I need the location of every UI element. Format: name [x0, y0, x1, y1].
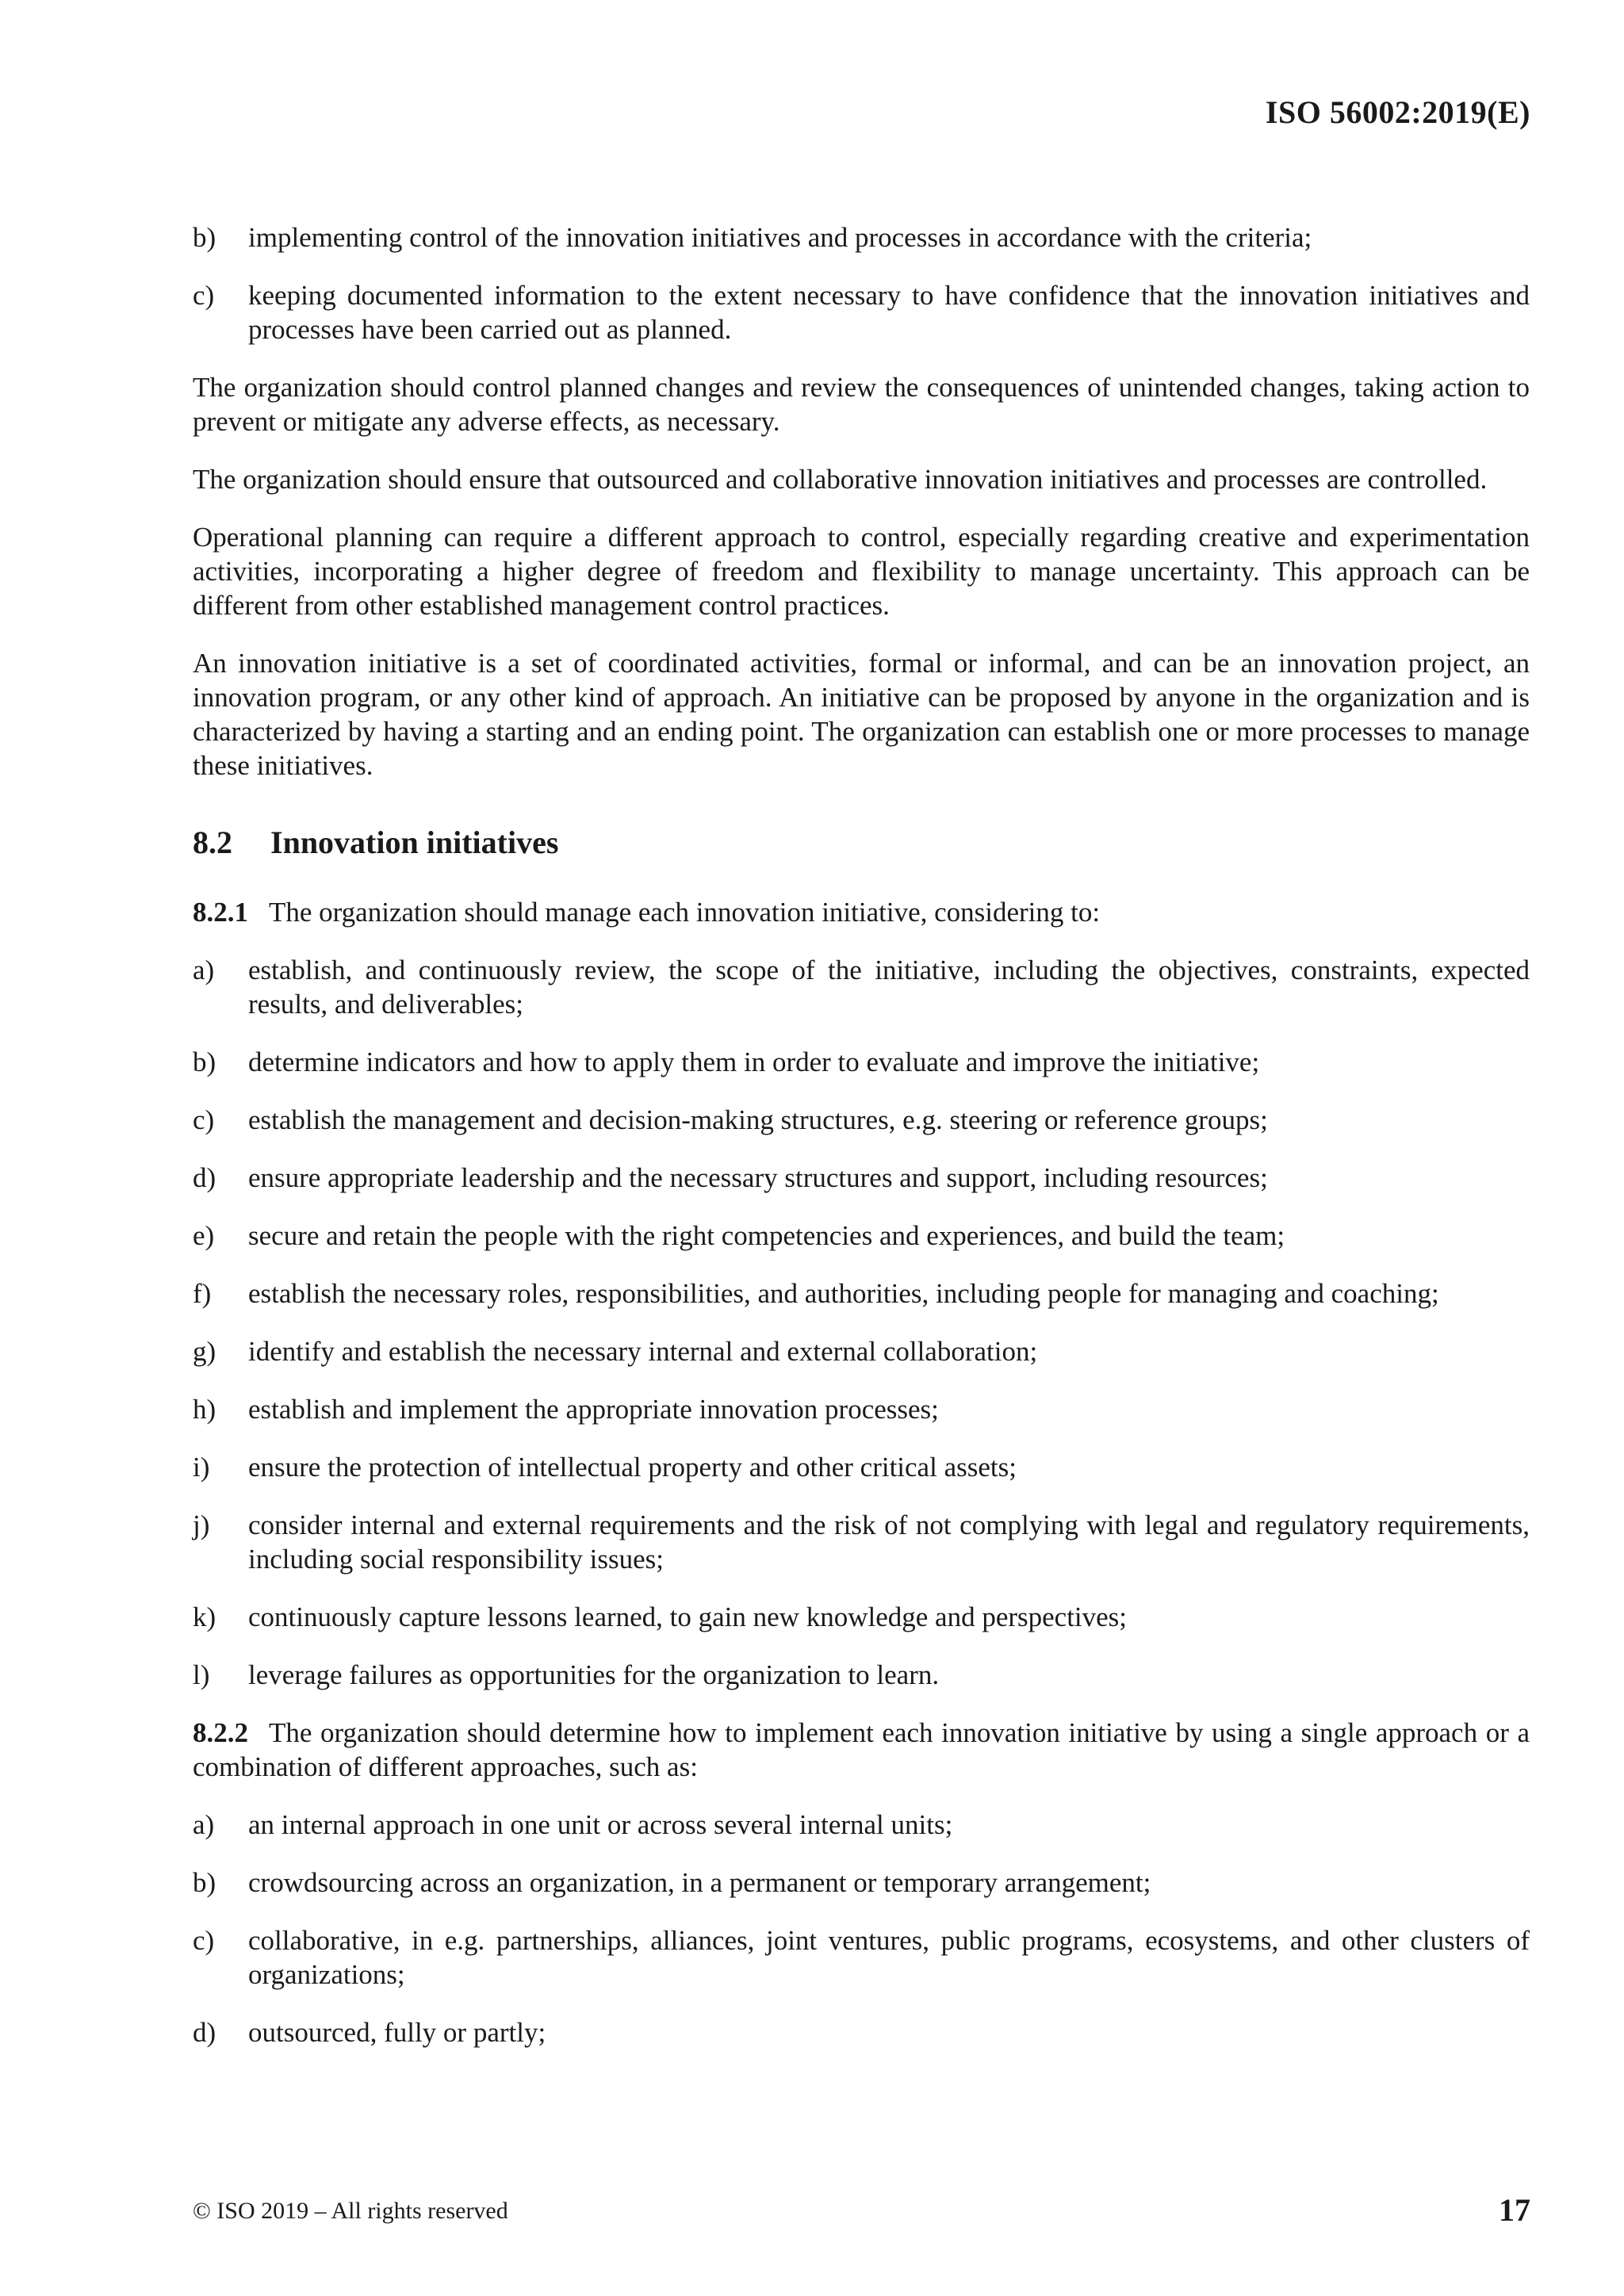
list-item [193, 1334, 1530, 1368]
list-item-label: b) [193, 1047, 216, 1077]
list-item-text: establish, and continuously review, the scope of the initiative, including the objectives, constraints, expected results, and deliverables; [248, 955, 1530, 1020]
list-item [193, 1508, 1530, 1576]
list-item [193, 1392, 1530, 1426]
section-number: 8.2 [193, 825, 232, 860]
list-item-text: leverage failures as opportunities for the organization to learn. [248, 1659, 940, 1690]
copyright-notice: © ISO 2019 – All rights reserved [193, 2198, 508, 2224]
list-item-label: b) [193, 222, 216, 253]
list-item-label: f) [193, 1278, 212, 1309]
list-item-text: establish the necessary roles, responsibilities, and authorities, including people for managing and coaching; [248, 1278, 1439, 1309]
list-item-text: ensure appropriate leadership and the necessary structures and support, including resources; [248, 1162, 1268, 1193]
list-item [193, 1219, 1530, 1253]
list-item-text: continuously capture lessons learned, to gain new knowledge and perspectives; [248, 1601, 1128, 1632]
list-item-text: establish and implement the appropriate innovation processes; [248, 1394, 939, 1425]
list-item [193, 1866, 1530, 1900]
section-heading [193, 824, 1530, 862]
list-item [193, 1600, 1530, 1634]
list-item [193, 1161, 1530, 1195]
paragraph: An innovation initiative is a set of coordinated activities, formal or informal, and can be an innovation project, an innovation program, or any other kind of approach. An initiative can be proposed by anyone in the organization and is characterized by having a starting and an ending point. The organization can establish one or more processes to manage these initiatives. [193, 648, 1530, 781]
list-item [193, 1923, 1530, 1992]
list-item-text: ensure the protection of intellectual property and other critical assets; [248, 1452, 1017, 1483]
list-item-label: d) [193, 1162, 216, 1193]
list-821 [193, 953, 1530, 1692]
list-item-label: i) [193, 1452, 210, 1483]
document-id: ISO 56002:2019(E) [1265, 94, 1530, 130]
list-item [193, 953, 1530, 1021]
paragraph: The organization should ensure that outsourced and collaborative innovation initiatives and processes are controlled. [193, 464, 1488, 495]
list-item [193, 1450, 1530, 1484]
list-item-label: c) [193, 1104, 215, 1135]
list-item-label: j) [193, 1510, 210, 1540]
list-item [193, 1103, 1530, 1137]
paragraph: The organization should control planned changes and review the consequences of unintended changes, taking action to prevent or mitigate any adverse effects, as necessary. [193, 372, 1530, 437]
list-item-text: crowdsourcing across an organization, in a permanent or temporary arrangement; [248, 1867, 1151, 1898]
list-item-label: l) [193, 1659, 210, 1690]
list-item-label: c) [193, 1925, 215, 1956]
list-item [193, 220, 1530, 254]
subclause-text: The organization should manage each innovation initiative, considering to: [269, 897, 1101, 928]
list-item-label: c) [193, 280, 215, 311]
list-item [193, 278, 1530, 346]
list-item-label: g) [193, 1336, 216, 1367]
list-item-label: e) [193, 1220, 215, 1251]
list-item [193, 1276, 1530, 1311]
subclause-number: 8.2.2 [193, 1717, 248, 1748]
subclause-821 [193, 895, 1530, 929]
list-item-text: secure and retain the people with the right competencies and experiences, and build the team; [248, 1220, 1285, 1251]
list-item-text: an internal approach in one unit or across several internal units; [248, 1809, 953, 1840]
list-item-label: a) [193, 1809, 215, 1840]
list-item-label: h) [193, 1394, 216, 1425]
list-822 [193, 1808, 1530, 2049]
list-item-text: implementing control of the innovation initiatives and processes in accordance with the criteria; [248, 222, 1312, 253]
list-item [193, 2015, 1530, 2049]
list-item-label: a) [193, 955, 215, 985]
list-item-text: outsourced, fully or partly; [248, 2017, 546, 2048]
list-item [193, 1808, 1530, 1842]
page-content [193, 220, 1530, 2073]
page-number: 17 [1499, 2192, 1530, 2228]
list-item-text: consider internal and external requirements and the risk of not complying with legal and regulatory requirements, including social responsibility issues; [248, 1510, 1530, 1575]
list-item-label: d) [193, 2017, 216, 2048]
list-item-text: collaborative, in e.g. partnerships, alliances, joint ventures, public programs, ecosystems, and other clusters of organizations; [248, 1925, 1530, 1990]
paragraph: Operational planning can require a different approach to control, especially regarding creative and experimentation activities, incorporating a higher degree of freedom and flexibility to manage uncertainty. This approach can be different from other established management control practices. [193, 522, 1530, 621]
list-item-text: establish the management and decision-making structures, e.g. steering or reference groups; [248, 1104, 1268, 1135]
list-item-text: keeping documented information to the extent necessary to have confidence that the innovation initiatives and processes have been carried out as planned. [248, 280, 1530, 345]
list-item-text: determine indicators and how to apply them in order to evaluate and improve the initiative; [248, 1047, 1260, 1077]
section-title: Innovation initiatives [270, 825, 559, 860]
list-item-text: identify and establish the necessary internal and external collaboration; [248, 1336, 1038, 1367]
list-item [193, 1045, 1530, 1079]
list-item-label: b) [193, 1867, 216, 1898]
list-item [193, 1658, 1530, 1692]
list-item-label: k) [193, 1601, 216, 1632]
subclause-number: 8.2.1 [193, 897, 248, 928]
subclause-822 [193, 1716, 1530, 1784]
subclause-text: The organization should determine how to implement each innovation initiative by using a single approach or a combination of different approaches, such as: [193, 1717, 1530, 1782]
